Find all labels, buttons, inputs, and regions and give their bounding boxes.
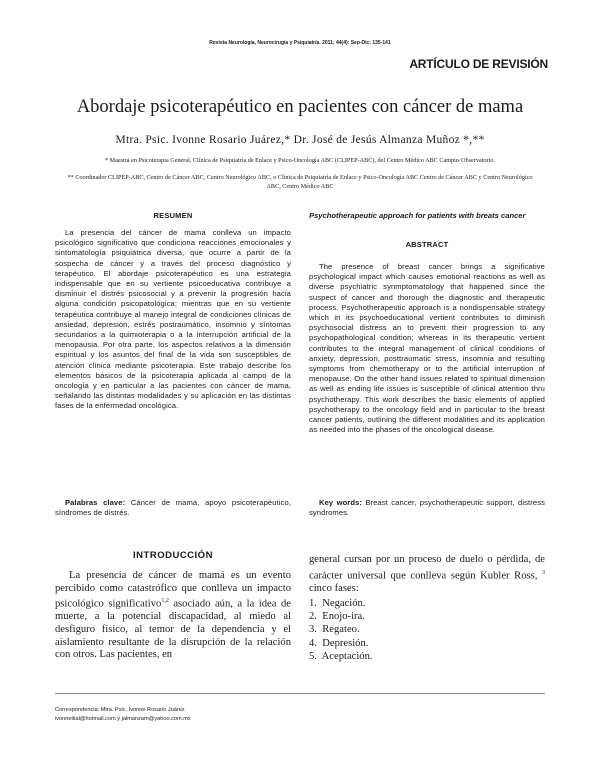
keywords-en — [309, 498, 545, 518]
keywords-en-text: Breast cancer, psychotherapeutic support, distress syndromes. — [309, 498, 545, 518]
intro-cont-b: cinco fases: — [309, 582, 359, 594]
intro-text-a: La presencia de cáncer de mamá es un evento percibido como catastrófico que conlleva un impacto psicológico significativo — [55, 570, 291, 610]
correspondence-name: Correspondencia: Mtra. Psic. Ivonne Rosario Juárez — [55, 707, 185, 713]
article-title: Abordaje psicoterapéutico en pacientes con cáncer de mama — [76, 97, 524, 117]
authors: Mtra. Psic. Ivonne Rosario Juárez,* Dr. José de Jesús Almanza Muñoz *,** — [115, 134, 485, 146]
footnote-divider — [55, 693, 545, 694]
keywords-es-text: Cáncer de mama, apoyo psicoterapéutico, síndromes de distrés. — [55, 498, 291, 518]
keywords-en-label: Key words: — [319, 498, 363, 507]
list-item: 5. Aceptación. — [309, 650, 373, 662]
abstract-heading: ABSTRACT — [405, 240, 449, 249]
list-item: 3. Regateo. — [309, 624, 360, 636]
citation-1-2: 1,2 — [161, 598, 169, 605]
list-item: 2. Enojo-ira. — [309, 611, 365, 623]
intro-continuation — [309, 554, 545, 595]
keywords-es-label: Palabras clave: — [65, 498, 126, 507]
intro-heading: INTRODUCCIÓN — [133, 550, 213, 561]
list-item: 4. Depresión. — [309, 637, 369, 649]
keywords-es — [55, 498, 291, 518]
affiliation-1: * Maestra en Psicoterapia General, Clínica de Psiquiatría de Enlace y Psico-Oncología ABC (CLIPEP-ABC), del Centro Médico ABC Campus Observatorio. — [104, 157, 496, 164]
abstract-text: The presence of breast cancer brings a significative psychological impact which causes emotional reactions as well as diverse psychiatric synmptomatology that happened since the suspect of cancer and thorough the diagnostic and therapeutic process. Psychotherapeutic approach is a nondispensable strategy which in its psychoeducational vertient contributes to diminish psychosocial distress an to prevent their progression to any psychopathological condition; whereas in its therapeutic vertient contributes to the integral management of clinical conditions of anxiety, depression, posttraumatic stress, insomnia and resulting symptoms from chemotherapy or to the artificial interruption of menopause. On the other hand issues related to spiritual dimension as well as ending life issues is susceptible of clinical attention thru psychotherapy. This work describes the basic elements of applied psychotherapy to the oncology field and in particular to the breast cancer patients, outlining the different modalities and its application as needed into the phases of the oncological disease. — [309, 262, 545, 435]
resumen-text: La presencia del cáncer de mama conlleva un impacto psicológico significativo que condiciona reacciones emocionales y sintomatología psiquiátrica diversa, que ocurre a partir de la sospecha de cáncer y a través del proceso diagnóstico y terapéutico. El abordaje psicoterapéutico es una estrategia indispensable que en su vertiente psicoeducativa contribuye a disminuir el distrés psicosocial y a prevenir la progresión hacia alguna condición psicopatológica; mientras que en su vertiente terapéutica contribuye al manejo integral de condiciones clínicas de ansiedad, depresión, estrés postraumático, insomnio y síntomas secundarios a la quimioterapia o a la interrupción artificial de la menopausia. Por otra parte, los aspectos relativos a la dimensión espiritual y los asuntos del final de la vida son susceptibles de atención clínica mediante psicoterapia. Este trabajo describe los elementos básicos de la psicoterapia aplicada al campo de la oncología y en particular a las pacientes con cáncer de mama, señalando las distintas modalidades y su aplicación en las distintas fases de la enfermedad oncológica. — [55, 228, 291, 411]
english-title: Psychotherapeutic approach for patients with breats cancer — [309, 211, 526, 220]
affiliation-2: ** Coordinador CLIPEP-ABC, Centro de Cáncer ABC, Centro Neurológico ABC, o Clínica de Psiquiatría de Enlace y Psico-Oncología ABC Centro de Cáncer ABC y Centro Neurológico ABC, Centro Médico ABC — [67, 174, 533, 190]
correspondence-email: ivonneikal@hotmail.com y jalmanzam@yahoo.com.mx — [55, 715, 191, 722]
resumen-heading: RESUMEN — [153, 211, 193, 220]
phases-list — [309, 597, 545, 663]
journal-citation: Revista Neurología, Neurocirugía y Psiquiatría. 2011; 44(4): Sep-Dic: 135-141 — [209, 40, 391, 46]
correspondence — [55, 706, 191, 723]
citation-3: 3 — [542, 569, 545, 576]
intro-cont-a: general cursan por un proceso de duelo o pérdida, de carácter universal que conlleva según Kubler Ross, — [309, 554, 545, 582]
intro-text-b: asociado aún, a la idea de muerte, a la potencial discapacidad, al miedo al desfiguro físico, al temor de la dependencia y el aislamiento resultante de la disrupción de la relación con otros. Las pacientes, en — [55, 598, 291, 661]
list-item: 1. Negación. — [309, 598, 366, 609]
section-label: ARTÍCULO DE REVISIÓN — [409, 57, 548, 71]
intro-text — [55, 570, 291, 662]
